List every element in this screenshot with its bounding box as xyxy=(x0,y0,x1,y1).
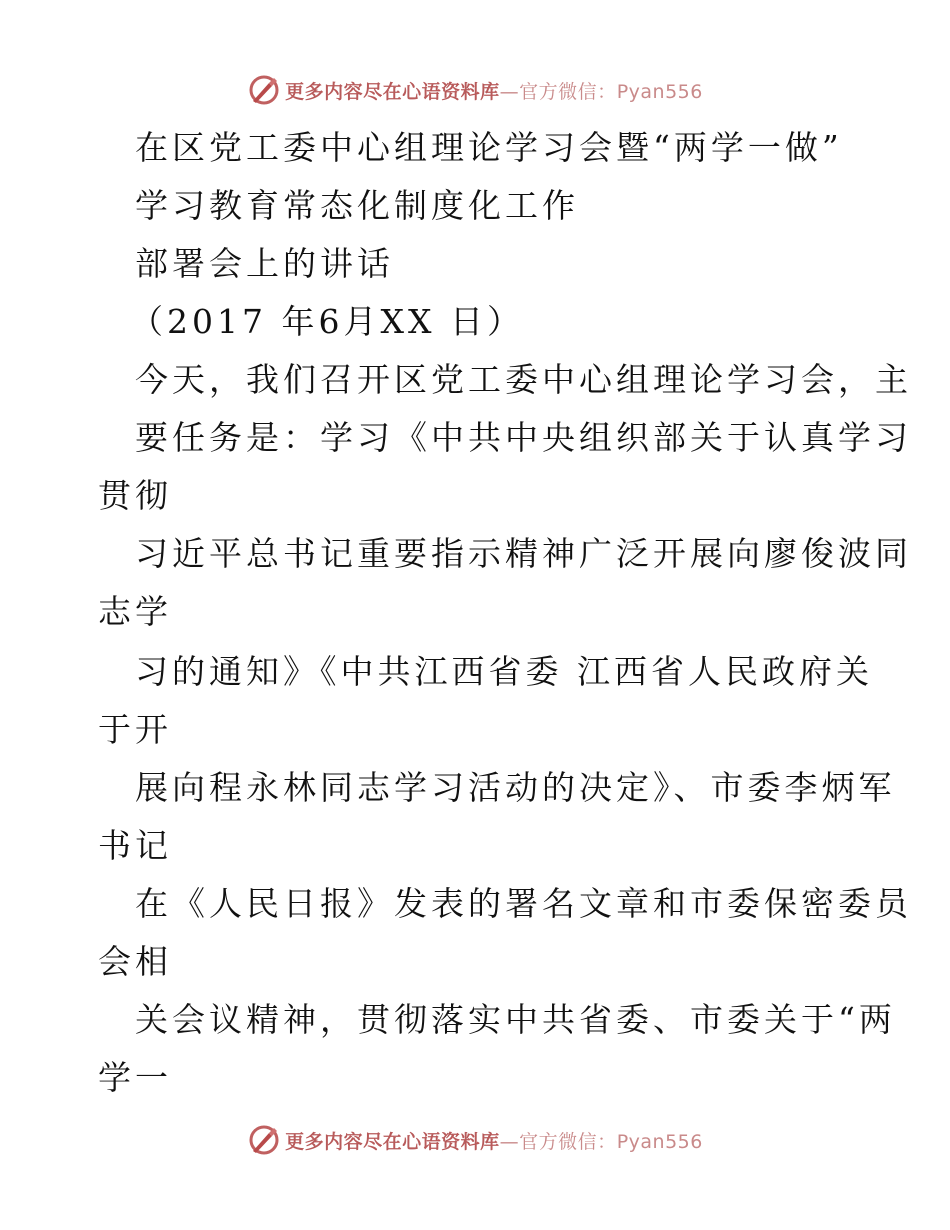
title-line-1: 在区党工委中心组理论学习会暨“两学一做” xyxy=(135,128,843,167)
footer-watermark xyxy=(0,1120,950,1160)
watermark-dash: — xyxy=(499,80,520,103)
watermark-contact-value: Pyan556 xyxy=(616,1130,703,1153)
body-line-4: 习近平总书记重要指示精神广泛开展向廖俊波同 xyxy=(135,534,912,573)
watermark-dash: — xyxy=(499,1130,520,1153)
watermark-contact-value: Pyan556 xyxy=(616,80,703,103)
body-line-3: 贯彻 xyxy=(98,476,172,515)
body-line-1: 今天，我们召开区党工委中心组理论学习会，主 xyxy=(135,360,912,399)
body-line-13: 学一 xyxy=(98,1058,172,1097)
title-line-2: 学习教育常态化制度化工作 xyxy=(135,186,579,225)
header-watermark xyxy=(0,70,950,110)
watermark-text xyxy=(285,77,703,104)
body-line-2: 要任务是：学习《中共中央组织部关于认真学习 xyxy=(135,418,912,457)
pen-circle-logo-icon xyxy=(247,1123,281,1157)
body-line-8: 展向程永林同志学习活动的决定》、市委李炳军 xyxy=(135,768,896,807)
watermark-text xyxy=(285,1127,703,1154)
watermark-contact-label: 官方微信： xyxy=(519,1130,617,1153)
body-line-11: 会相 xyxy=(98,942,172,981)
watermark-site: 更多内容尽在心语资料库 xyxy=(285,1130,500,1153)
title-line-3: 部署会上的讲话 xyxy=(135,244,394,283)
body-line-10: 在《人民日报》发表的署名文章和市委保密委员 xyxy=(135,884,912,923)
body-line-7: 于开 xyxy=(98,710,172,749)
date-line: （2017 年6月XX 日） xyxy=(130,302,524,341)
body-line-12: 关会议精神，贯彻落实中共省委、市委关于“两 xyxy=(135,1000,896,1039)
watermark-site: 更多内容尽在心语资料库 xyxy=(285,80,500,103)
body-line-5: 志学 xyxy=(98,592,172,631)
body-line-6: 习的通知》《中共江西省委 江西省人民政府关 xyxy=(135,652,873,691)
pen-circle-logo-icon xyxy=(247,73,281,107)
body-line-9: 书记 xyxy=(98,826,172,865)
watermark-contact-label: 官方微信： xyxy=(519,80,617,103)
